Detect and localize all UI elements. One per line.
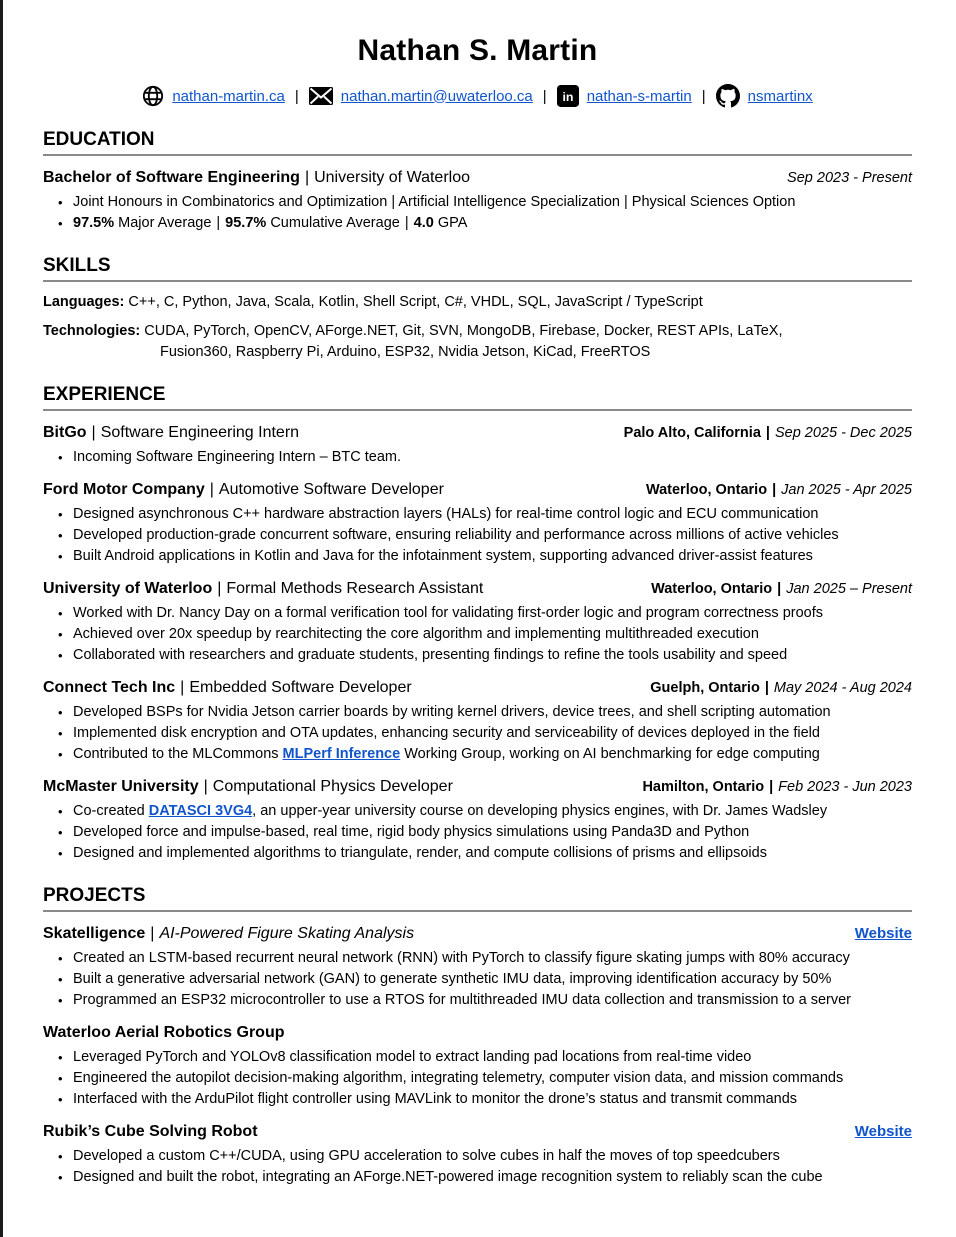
mlperf-inference-link[interactable]: MLPerf Inference [282,746,401,762]
project-bullet: • Built a generative adversarial network (GAN) to generate synthetic IMU data, improving identification accuracy by 50% [73,969,912,990]
bullet-text: Working Group, working on AI benchmarking for edge computing [400,746,820,762]
datasci-3vg4-link[interactable]: DATASCI 3VG4 [148,803,253,819]
job-location: Hamilton, Ontario [642,779,765,795]
project-bullet: • Interfaced with the ArduPilot flight controller using MAVLink to monitor the drone’s status and transmit commands [73,1089,912,1110]
job-location: Waterloo, Ontario [645,482,768,498]
bullet-text: Contributed to the MLCommons [73,746,283,762]
project-website-link[interactable]: Website [854,1123,912,1140]
company-name: BitGo [43,424,87,441]
job-entry-ford [43,481,912,567]
job-bullet: • Designed and implemented algorithms to triangulate, render, and compute collisions of prisms and ellipsoids [73,843,912,864]
gpa-label: GPA [437,215,468,231]
job-location: Guelph, Ontario [650,680,760,696]
separator: | [404,215,409,231]
project-name: Skatelligence [43,925,146,942]
education-stats-bullet [73,213,912,234]
project-name: Waterloo Aerial Robotics Group [43,1024,285,1041]
company-name: Connect Tech Inc [43,679,176,696]
job-dates: Jan 2025 - Apr 2025 [781,482,912,498]
separator: | [203,778,208,795]
job-bullet: • Collaborated with researchers and graduate students, presenting findings to refine the tools usability and speed [73,645,912,666]
job-entry-mcmaster [43,778,912,864]
languages-list: C++, C, Python, Java, Scala, Kotlin, Shell Script, C#, VHDL, SQL, JavaScript / TypeScript [128,294,703,310]
cumulative-average-value: 95.7% [225,215,267,231]
job-entry-bitgo [43,424,912,468]
section-title-experience: EXPERIENCE [43,384,912,411]
education-bullets [43,192,912,234]
project-bullet: • Developed a custom C++/CUDA, using GPU acceleration to solve cubes in half the moves of top speedcubers [73,1146,912,1167]
major-average-label: Major Average [118,215,212,231]
project-bullet: • Leveraged PyTorch and YOLOv8 classification model to extract landing pad locations from real-time video [73,1047,912,1068]
bullet-text: Co-created [73,803,149,819]
project-website-link[interactable]: Website [854,925,912,942]
job-bullet: • Built Android applications in Kotlin and Java for the infotainment system, supporting advanced driver-assist features [73,546,912,567]
separator: | [216,215,221,231]
job-bullet: • Implemented disk encryption and OTA updates, enhancing security and serviceability of devices deployed in the field [73,723,912,744]
project-name: Rubik’s Cube Solving Robot [43,1123,258,1140]
contact-row [43,84,912,108]
section-title-education: EDUCATION [43,129,912,156]
section-title-projects: PROJECTS [43,885,912,912]
github-link[interactable]: nsmartinx [747,87,813,105]
company-name: University of Waterloo [43,580,213,597]
job-bullet: • Developed force and impulse-based, real time, rigid body physics simulations using Panda3D and Python [73,822,912,843]
linkedin-link[interactable]: nathan-s-martin [586,87,692,105]
job-bullet: • Achieved over 20x speedup by rearchitecting the core algorithm and implementing multithreaded execution [73,624,912,645]
project-bullet: • Programmed an ESP32 microcontroller to use a RTOS for multithreaded IMU data collection and transmission to a server [73,990,912,1011]
major-average-value: 97.5% [73,215,115,231]
separator: | [772,482,777,498]
job-location: Palo Alto, California [623,425,761,441]
job-role: Formal Methods Research Assistant [226,580,484,597]
job-entry-connect-tech [43,679,912,765]
job-dates: Sep 2025 - Dec 2025 [774,425,912,441]
gpa-value: 4.0 [413,215,434,231]
job-bullet: • Worked with Dr. Nancy Day on a formal verification tool for validating first-order logic and program correctness proofs [73,603,912,624]
job-bullet: • Designed asynchronous C++ hardware abstraction layers (HALs) for real-time control logic and ECU communication [73,504,912,525]
job-entry-uwaterloo [43,580,912,666]
job-bullet: • Incoming Software Engineering Intern – BTC team. [73,447,912,468]
separator: | [209,481,214,498]
page-title: Nathan S. Martin [357,34,598,67]
separator: | [304,169,310,186]
company-name: McMaster University [43,778,199,795]
github-icon [716,84,740,108]
separator: | [777,581,782,597]
svg-text:in: in [562,90,574,105]
project-entry-warg [43,1024,912,1110]
company-name: Ford Motor Company [43,481,205,498]
contact-separator: | [701,87,706,105]
job-role: Automotive Software Developer [218,481,444,498]
project-entry-skatelligence [43,925,912,1011]
job-bullet: • Developed BSPs for Nvidia Jetson carrier boards by writing kernel drivers, device trees, and shell scripting automation [73,702,912,723]
separator: | [180,679,185,696]
contact-separator: | [294,87,299,105]
technologies-label: Technologies: [43,323,141,339]
job-bullet-with-link [73,744,912,765]
globe-icon [142,85,164,107]
job-dates: Feb 2023 - Jun 2023 [778,779,912,795]
job-bullet: • Developed production-grade concurrent software, ensuring reliability and performance across millions of active vehicles [73,525,912,546]
job-location: Waterloo, Ontario [651,581,773,597]
separator: | [217,580,222,597]
email-icon [309,87,333,105]
job-role: Computational Physics Developer [212,778,453,795]
education-dates: Sep 2023 - Present [787,170,912,186]
languages-label: Languages: [43,294,125,310]
project-subtitle: AI-Powered Figure Skating Analysis [159,925,415,942]
job-role: Embedded Software Developer [189,679,412,696]
linkedin-icon [557,85,579,107]
cumulative-average-label: Cumulative Average [270,215,400,231]
website-url-link[interactable]: nathan-martin.ca [172,87,285,105]
technologies-list-line2: Fusion360, Raspberry Pi, Arduino, ESP32, Nvidia Jetson, KiCad, FreeRTOS [160,344,651,360]
contact-separator: | [542,87,547,105]
separator: | [769,779,774,795]
job-role: Software Engineering Intern [100,424,300,441]
job-dates: May 2024 - Aug 2024 [773,680,912,696]
separator: | [150,925,155,942]
education-bullet: • Joint Honours in Combinatorics and Optimization | Artificial Intelligence Specialization | Physical Sciences Option [73,192,912,213]
technologies-line [43,321,912,363]
job-bullet-with-link [73,801,912,822]
project-entry-rubiks-cube [43,1123,912,1188]
education-entry-head [43,169,912,187]
job-dates: Jan 2025 – Present [786,581,912,597]
email-link[interactable]: nathan.martin@uwaterloo.ca [340,87,533,105]
project-bullet: • Engineered the autopilot decision-making algorithm, integrating telemetry, computer vision data, and mission commands [73,1068,912,1089]
languages-line [43,292,912,313]
project-bullet: • Created an LSTM-based recurrent neural network (RNN) with PyTorch to classify figure skating jumps with 80% accuracy [73,948,912,969]
section-title-skills: SKILLS [43,255,912,282]
bullet-text: , an upper-year university course on developing physics engines, with Dr. James Wadsley [252,803,828,819]
separator: | [764,680,769,696]
technologies-list-line1: CUDA, PyTorch, OpenCV, AForge.NET, Git, SVN, MongoDB, Firebase, Docker, REST APIs, LaTeX, [144,323,783,339]
degree-title: Bachelor of Software Engineering [43,169,300,186]
education-entry [43,169,912,234]
project-bullet: • Designed and built the robot, integrating an AForge.NET-powered image recognition system to reliably scan the cube [73,1167,912,1188]
separator: | [91,424,96,441]
separator: | [765,425,770,441]
school-name: University of Waterloo [314,169,470,186]
